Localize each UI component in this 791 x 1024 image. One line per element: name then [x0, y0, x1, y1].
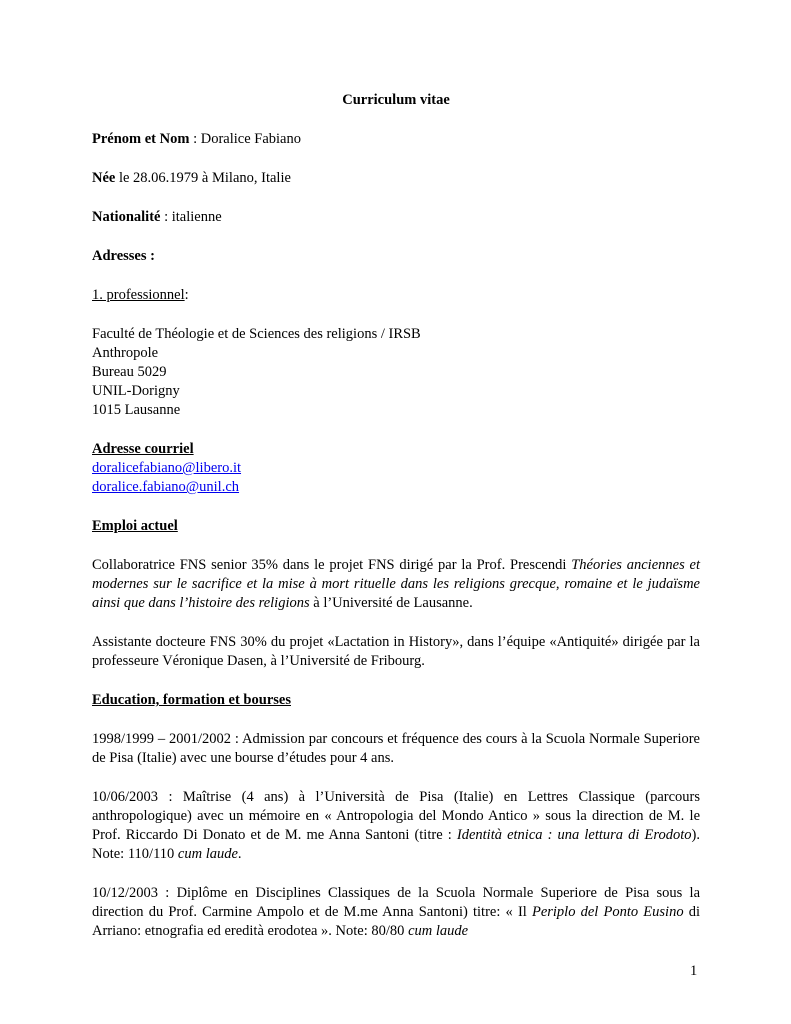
- name-line: [92, 130, 700, 149]
- education-e2-grade: ). Note: 110/110: [92, 827, 701, 862]
- email-heading: Adresse courriel: [92, 441, 194, 457]
- professional-address: [92, 325, 700, 420]
- address-line: 1015 Lausanne: [92, 402, 181, 418]
- education-e2-honors: cum laude: [177, 846, 238, 862]
- nationality-line: [92, 208, 700, 227]
- employment-paragraph-1: [92, 556, 700, 613]
- address-line: Anthropole: [92, 345, 159, 361]
- nationality-label: Nationalité: [92, 209, 161, 225]
- employment-heading-line: [92, 517, 700, 536]
- name-value: Doralice Fabiano: [200, 131, 301, 147]
- nationality-sep: :: [160, 209, 172, 225]
- page-title: Curriculum vitae: [342, 92, 450, 108]
- education-heading: Education, formation et bourses: [92, 692, 291, 708]
- birth-label: Née: [92, 170, 116, 186]
- email-section: [92, 440, 700, 497]
- education-e3-honors: cum laude: [408, 923, 469, 939]
- birth-value: le 28.06.1979 à Milano, Italie: [115, 170, 291, 186]
- employment-p1-project-title: Théories anciennes et modernes sur le sacrifice et la mise à mort rituelle dans les religions grecque, romaine et le judaïsme ainsi que dans l’histoire des religions: [92, 557, 700, 611]
- education-e3-thesis-title: Periplo del Ponto Eusino: [531, 904, 684, 920]
- address-line: UNIL-Dorigny: [92, 383, 180, 399]
- name-label: Prénom et Nom: [92, 131, 190, 147]
- education-entry-2: [92, 788, 700, 864]
- address-line: Bureau 5029: [92, 364, 167, 380]
- cv-content: [92, 91, 700, 941]
- education-e2-thesis-title: Identità etnica : una lettura di Erodoto: [456, 827, 692, 843]
- name-sep: :: [189, 131, 201, 147]
- professional-label: 1. professionnel: [92, 287, 185, 303]
- employment-paragraph-2: Assistante docteure FNS 30% du projet «Lactation in History», dans l’équipe «Antiquité» dirigée par la professeure Véronique Dasen, à l’Université de Fribourg.: [92, 634, 700, 669]
- education-e3-text: 10/12/2003 : Diplôme en Disciplines Classiques de la Scuola Normale Superiore de Pisa sous la direction du Prof. Carmine Ampolo et de M.me Anna Santoni) titre: « Il: [92, 885, 700, 920]
- birth-line: [92, 169, 700, 188]
- addresses-heading: Adresses :: [92, 248, 155, 264]
- address-line: Faculté de Théologie et de Sciences des religions / IRSB: [92, 326, 421, 342]
- employment-p1-text: Collaboratrice FNS senior 35% dans le projet FNS dirigé par la Prof. Prescendi: [92, 557, 572, 573]
- email-link-unil[interactable]: doralice.fabiano@unil.ch: [92, 479, 240, 495]
- education-entry-3: [92, 884, 700, 941]
- education-e2-end: .: [237, 846, 242, 862]
- page-number: 1: [690, 963, 698, 979]
- nationality-value: italienne: [171, 209, 222, 225]
- education-heading-line: [92, 691, 700, 710]
- email-link-libero[interactable]: doralicefabiano@libero.it: [92, 460, 242, 476]
- education-e3-grade: di Arriano: etnografia ed eredità erodotea ». Note: 80/80: [92, 904, 701, 939]
- education-e2-text: 10/06/2003 : Maîtrise (4 ans) à l’Università de Pisa (Italie) en Lettres Classique (parcours anthropologique) avec un mémoire en « Antropologia del Mondo Antico » sous la direction de M. le Prof. Riccardo Di Donato et de M. me Anna Santoni (titre :: [92, 789, 700, 843]
- education-entry-1: 1998/1999 – 2001/2002 : Admission par concours et fréquence des cours à la Scuola Normale Superiore de Pisa (Italie) avec une bourse d’études pour 4 ans.: [92, 731, 700, 766]
- professional-label-line: [92, 286, 700, 305]
- professional-colon: :: [184, 287, 189, 303]
- employment-heading: Emploi actuel: [92, 518, 178, 534]
- employment-p1-text-end: à l’Université de Lausanne.: [309, 595, 473, 611]
